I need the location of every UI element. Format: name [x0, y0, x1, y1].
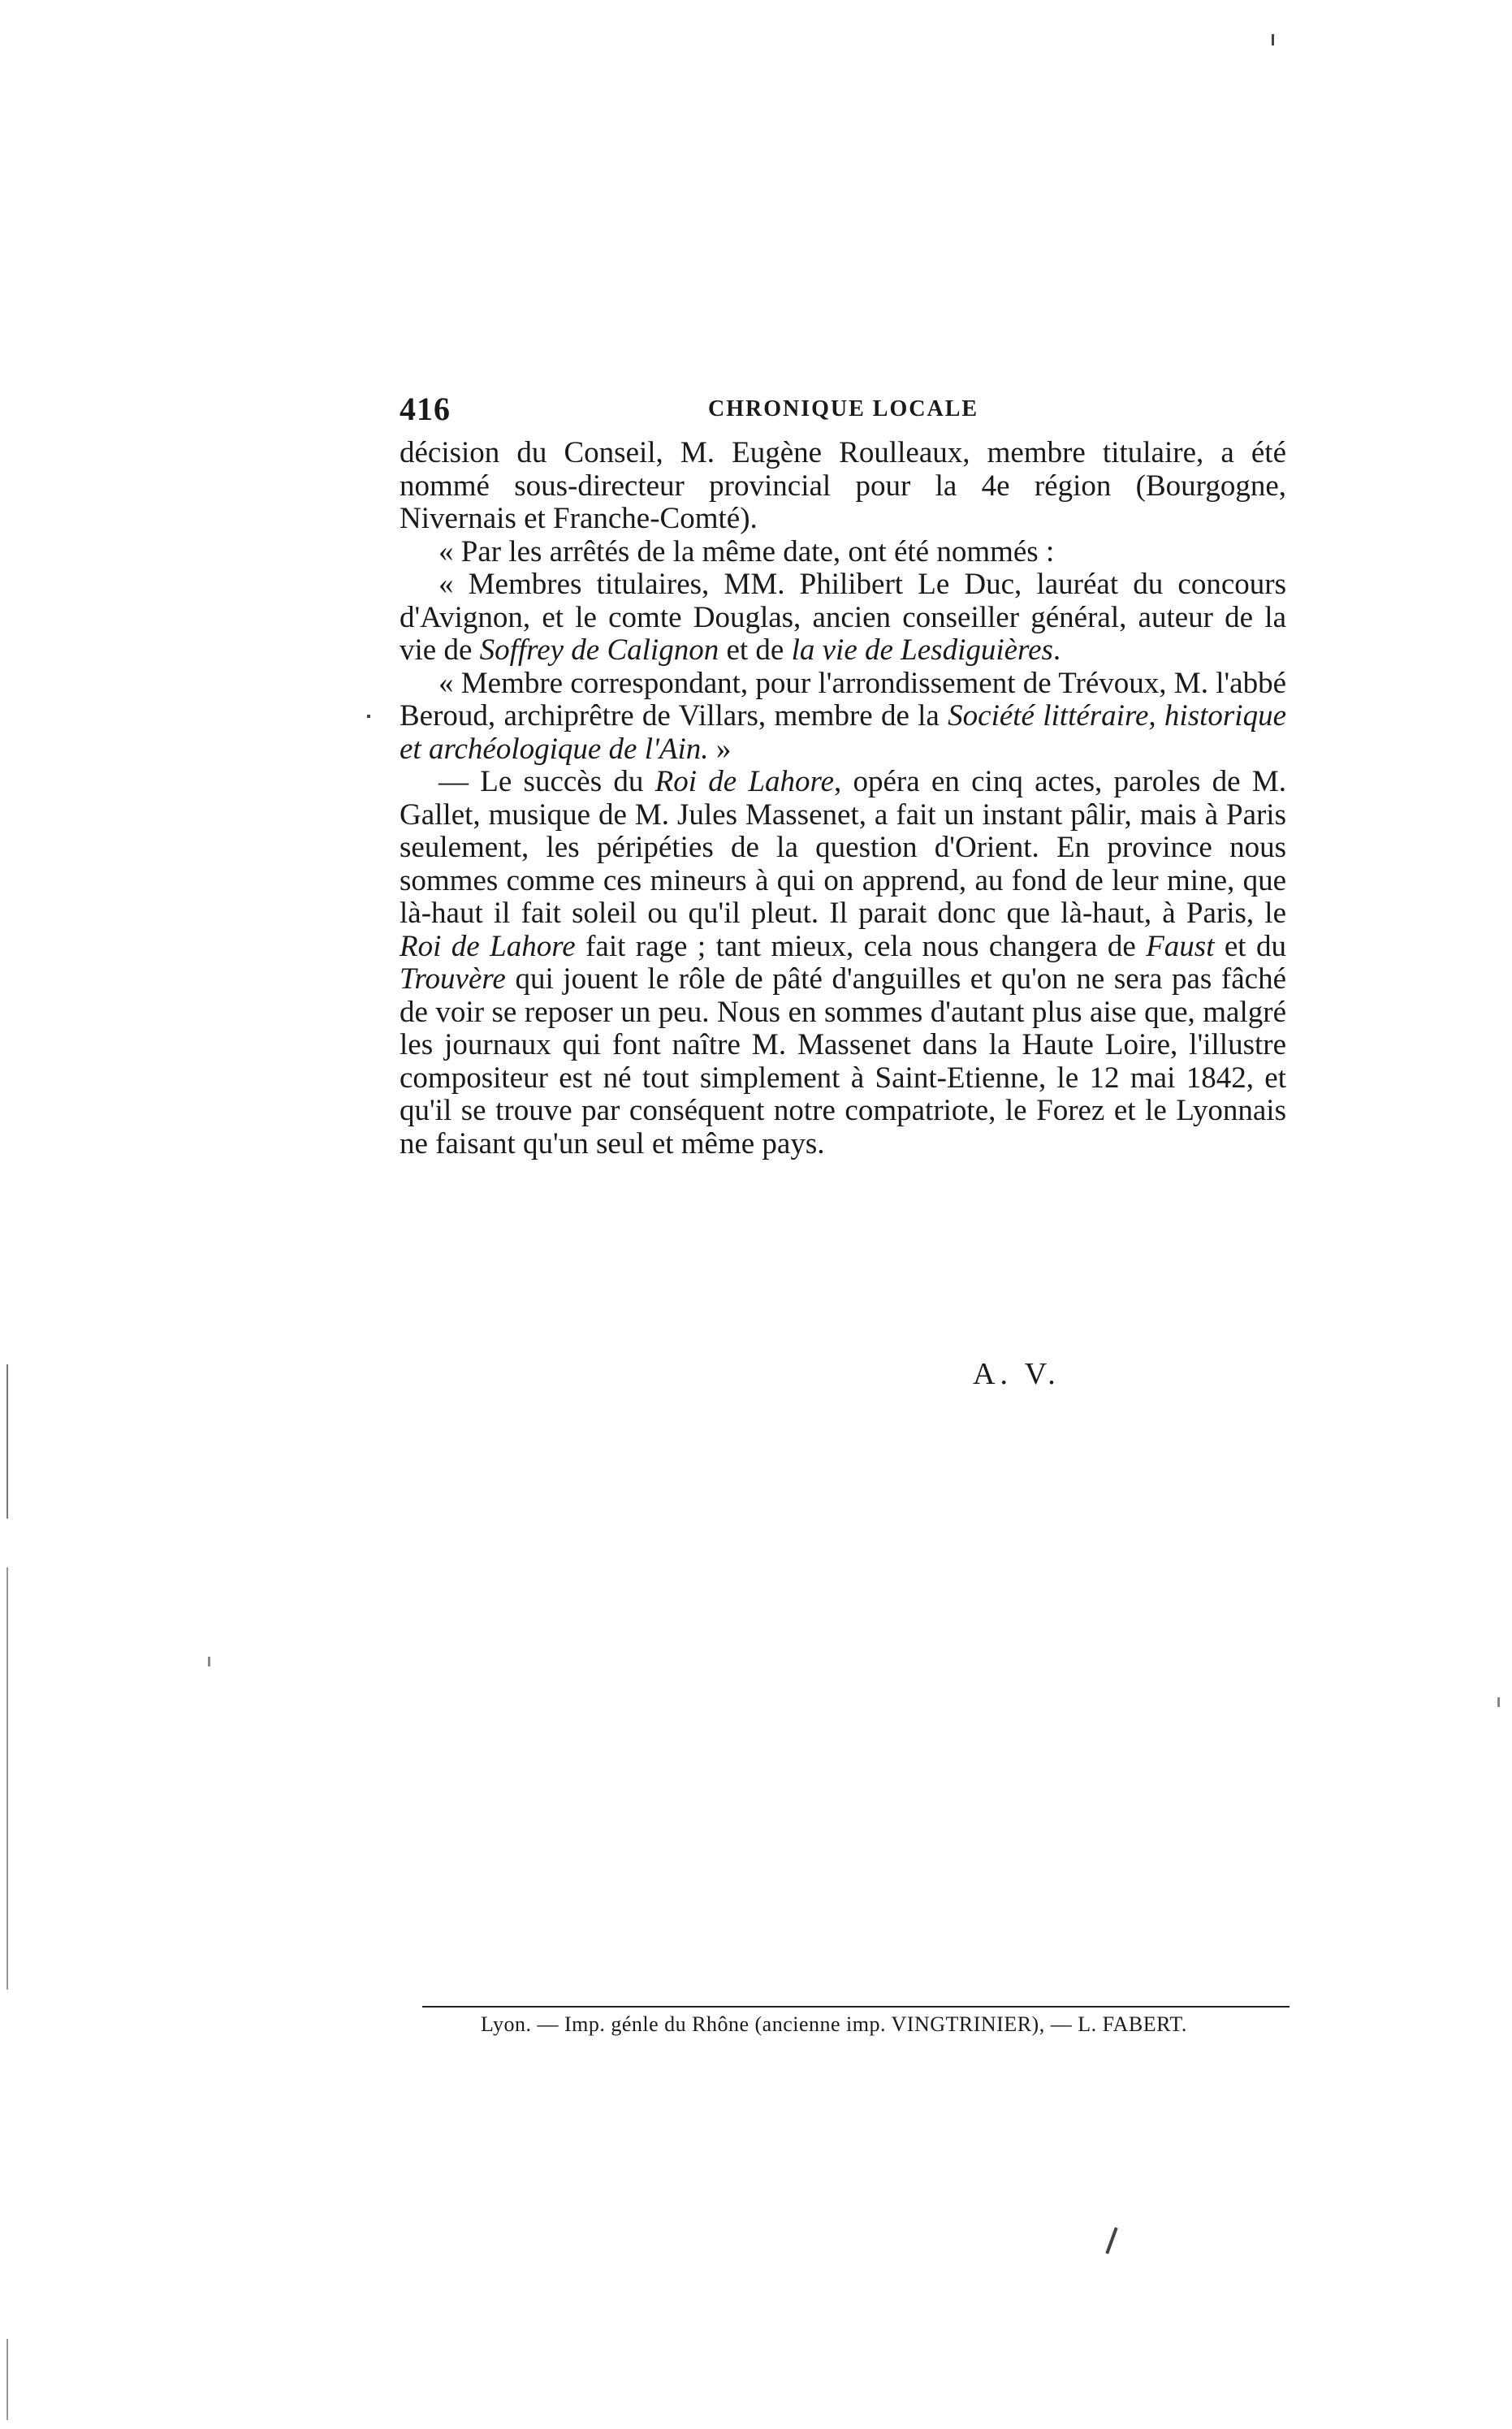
- scan-speck: [367, 715, 370, 718]
- italic-opera-title: Roi de Lahore: [400, 929, 576, 963]
- scan-speck: [1105, 2227, 1117, 2254]
- scan-edge-line: [6, 1567, 8, 1990]
- page-header: [400, 390, 1293, 439]
- italic-opera-title: Faust: [1146, 929, 1215, 963]
- paragraph-2: « Par les arrêtés de la même date, ont été nommés :: [438, 534, 1055, 568]
- article-body: [400, 437, 1286, 1160]
- author-signature: A. V.: [973, 1357, 1061, 1391]
- italic-opera-title: Trouvère: [400, 962, 506, 996]
- footer-rule: [422, 2006, 1290, 2008]
- scan-speck: [1497, 1697, 1500, 1707]
- italic-opera-title: Roi de Lahore: [654, 765, 834, 798]
- paragraph-3: « Membres titulaires, MM. Philibert Le Duc, lauréat du concours d'Avignon, et le comte Douglas, ancien conseiller général, auteur de la vie de Soffrey de Calignon et de la vie de Lesdiguières.: [400, 568, 1286, 667]
- paragraph-4: « Membre correspondant, pour l'arrondissement de Trévoux, M. l'abbé Beroud, archiprêtre de Villars, membre de la Société littéraire, historique et archéologique de l'Ain. »: [400, 666, 1286, 766]
- page-number: 416: [400, 391, 451, 427]
- paragraph-5: — Le succès du Roi de Lahore, opéra en cinq actes, paroles de M. Gallet, musique de M. Jules Massenet, a fait un instant pâlir, mais à Paris seulement, les péripéties de la question d'Orient. En province nous sommes comme ces mineurs à qui on apprend, au fond de leur mine, que là-haut il fait soleil ou qu'il pleut. Il parait donc que là-haut, à Paris, le Roi de Lahore fait rage ; tant mieux, cela nous changera de Faust et du Trouvère qui jouent le rôle de pâté d'anguilles et qu'on ne sera pas fâché de voir se reposer un peu. Nous en sommes d'autant plus aise que, malgré les journaux qui font naître M. Massenet dans la Haute Loire, l'illustre compositeur est né tout simplement à Saint-Etienne, le 12 mai 1842, et qu'il se trouve par conséquent notre compatriote, le Forez et le Lyonnais ne faisant qu'un seul et même pays.: [400, 765, 1287, 1160]
- italic-title: la vie de Lesdiguières: [791, 633, 1053, 667]
- italic-society-name: Société littéraire, historique et archéologique de l'Ain.: [400, 699, 1286, 766]
- scan-edge-line: [6, 2339, 8, 2420]
- italic-title: Soffrey de Calignon: [479, 633, 719, 667]
- scan-speck: [208, 1657, 210, 1666]
- scan-speck: [1272, 34, 1274, 45]
- paragraph-1: décision du Conseil, M. Eugène Roulleaux, membre titulaire, a été nommé sous-directeur provincial pour la 4e région (Bourgogne, Nivernais et Franche-Comté).: [400, 436, 1286, 535]
- scan-edge-line: [6, 1364, 8, 1519]
- running-title: CHRONIQUE LOCALE: [708, 396, 979, 421]
- printer-imprint: Lyon. — Imp. génle du Rhône (ancienne imp. VINGTRINIER), — L. FABERT.: [481, 2012, 1187, 2036]
